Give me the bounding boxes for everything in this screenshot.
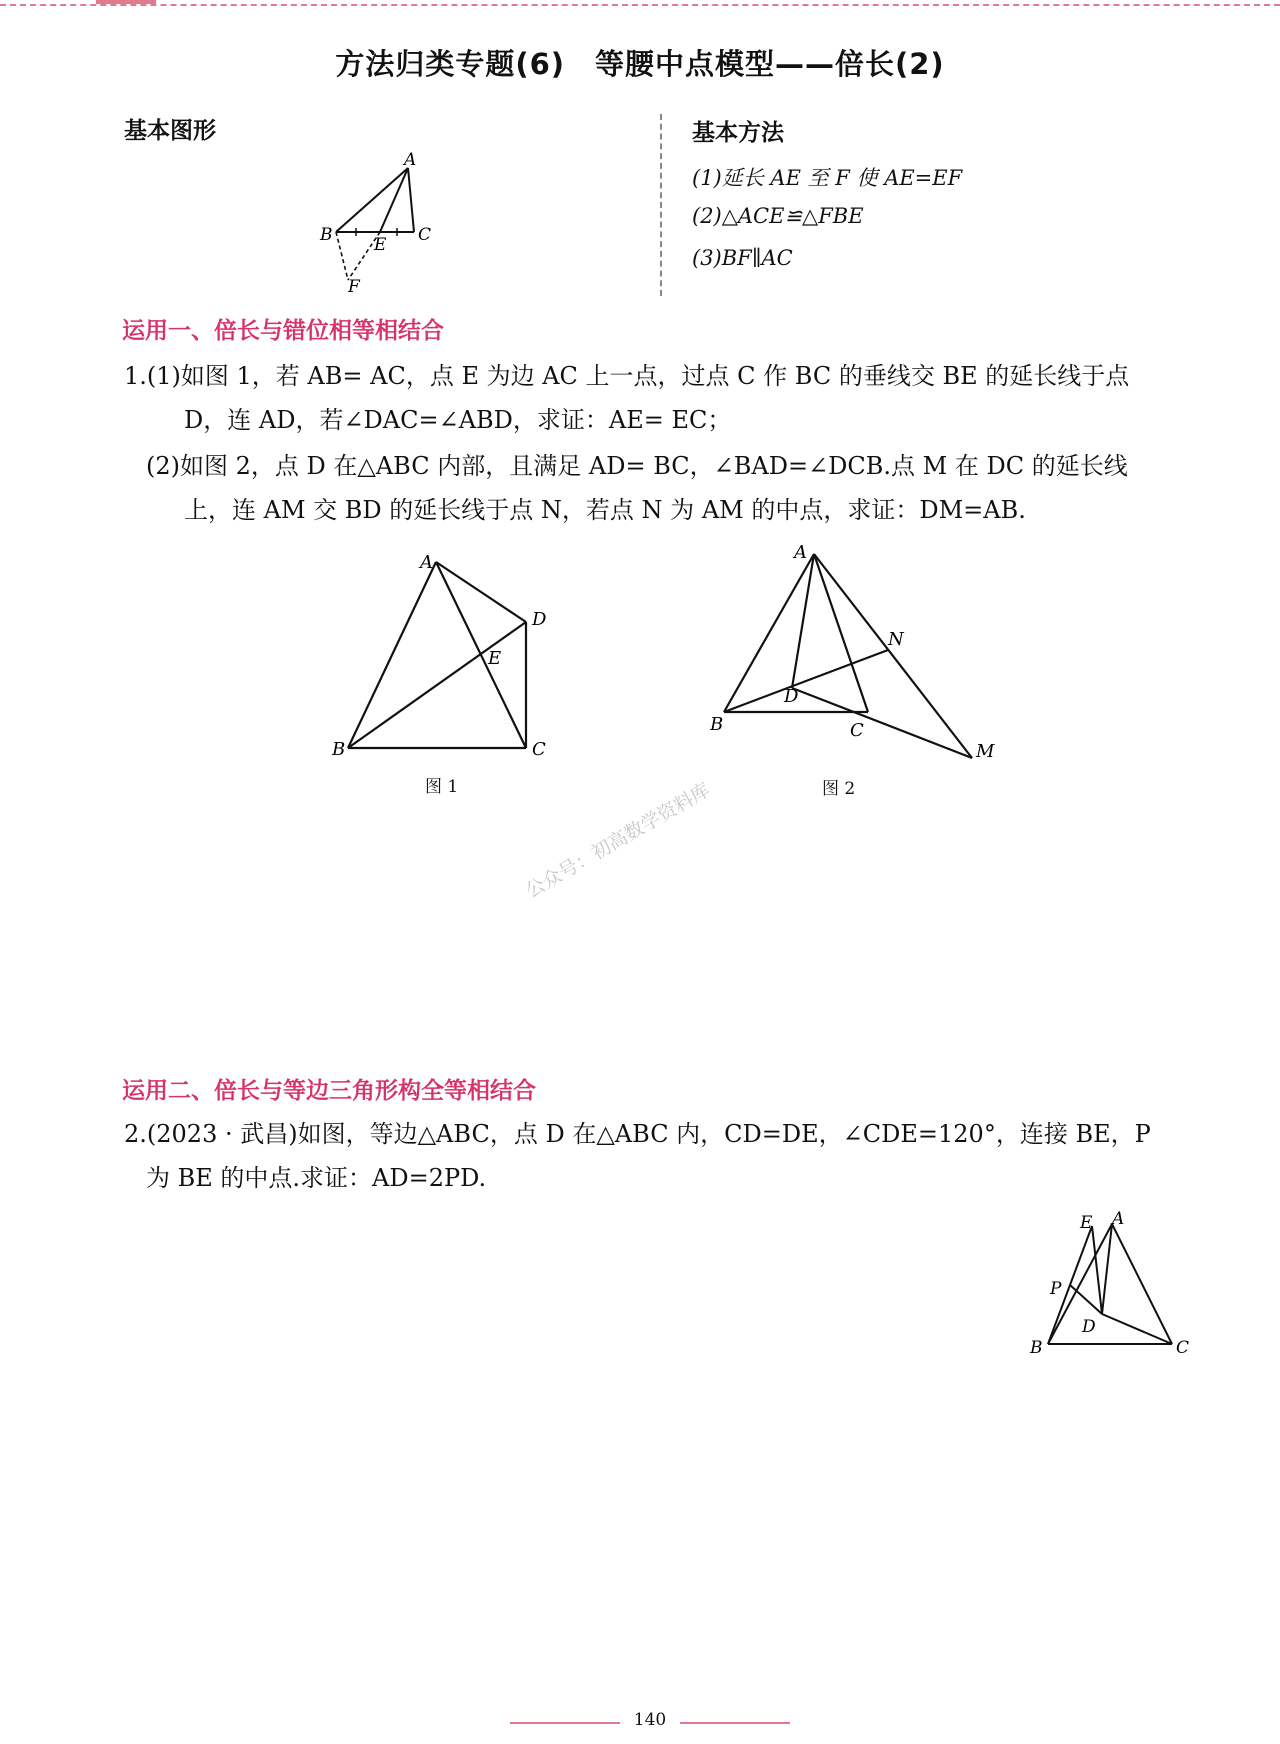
q2-line2: 为 BE 的中点.求证：AD=2PD. <box>146 1164 487 1192</box>
top-accent-bar <box>96 0 156 4</box>
page-title: 方法归类专题(6) 等腰中点模型——倍长(2) <box>335 47 945 81</box>
fig2-point-M: M <box>976 741 995 762</box>
figure-2-diagram <box>710 540 1010 765</box>
fig2-point-N: N <box>888 629 904 650</box>
q1-part2-line2: 上，连 AM 交 BD 的延长线于点 N，若点 N 为 AM 的中点，求证：DM=AB. <box>184 496 1026 524</box>
figure-2-caption: 图 2 <box>822 779 856 799</box>
q1-part1-line2: D，连 AD，若∠DAC=∠ABD，求证：AE= EC； <box>184 406 732 434</box>
section2-heading: 运用二、倍长与等边三角形构全等相结合 <box>122 1078 536 1104</box>
q2-point-C: C <box>1176 1338 1190 1358</box>
figure-1-caption: 图 1 <box>425 777 459 797</box>
section1-heading: 运用一、倍长与错位相等相结合 <box>122 318 444 344</box>
q2-point-P: P <box>1050 1279 1062 1299</box>
watermark-text: 公众号：初高数学资料库 <box>522 778 715 903</box>
basic-point-B: B <box>320 225 333 245</box>
basic-point-E: E <box>374 235 387 255</box>
basic-method-label: 基本方法 <box>692 120 784 146</box>
q2-point-B: B <box>1030 1338 1043 1358</box>
q2-point-D: D <box>1082 1317 1096 1337</box>
q2-point-A: A <box>1112 1210 1125 1229</box>
fig1-point-D: D <box>532 609 547 630</box>
question-2-diagram <box>1020 1210 1200 1360</box>
basic-point-F: F <box>348 277 360 297</box>
fig2-point-C: C <box>850 720 864 741</box>
fig2-point-D: D <box>784 686 799 707</box>
q2-line1: 2.(2023 · 武昌)如图，等边△ABC，点 D 在△ABC 内，CD=DE，∠CDE=120°，连接 BE，P <box>124 1120 1151 1148</box>
section-divider <box>660 114 662 296</box>
fig1-point-E: E <box>488 648 502 669</box>
fig2-point-B: B <box>710 714 724 735</box>
page-number: 140 <box>633 1710 667 1730</box>
q1-part2-line1: (2)如图 2，点 D 在△ABC 内部，且满足 AD= BC，∠BAD=∠DCB.点 M 在 DC 的延长线 <box>146 452 1128 480</box>
fig1-point-B: B <box>332 739 346 760</box>
method-step-1: (1)延长 AE 至 F 使 AE=EF <box>692 166 963 190</box>
method-step-2: (2)△ACE≌△FBE <box>692 204 864 228</box>
basic-point-A: A <box>404 150 417 170</box>
footer-line-left <box>510 1722 620 1724</box>
footer-line-right <box>680 1722 790 1724</box>
basic-figure-label: 基本图形 <box>124 118 216 144</box>
figure-1-diagram <box>330 550 560 760</box>
basic-figure-diagram <box>300 150 460 300</box>
top-dashed-rule <box>0 4 1280 6</box>
fig1-point-A: A <box>420 552 433 573</box>
fig1-point-C: C <box>532 739 546 760</box>
basic-point-C: C <box>418 225 432 245</box>
fig2-point-A: A <box>794 542 807 563</box>
q1-part1-line1: 1.(1)如图 1，若 AB= AC，点 E 为边 AC 上一点，过点 C 作 BC 的垂线交 BE 的延长线于点 <box>124 362 1130 390</box>
method-step-3: (3)BF∥AC <box>692 246 793 270</box>
q2-point-E: E <box>1080 1213 1093 1233</box>
